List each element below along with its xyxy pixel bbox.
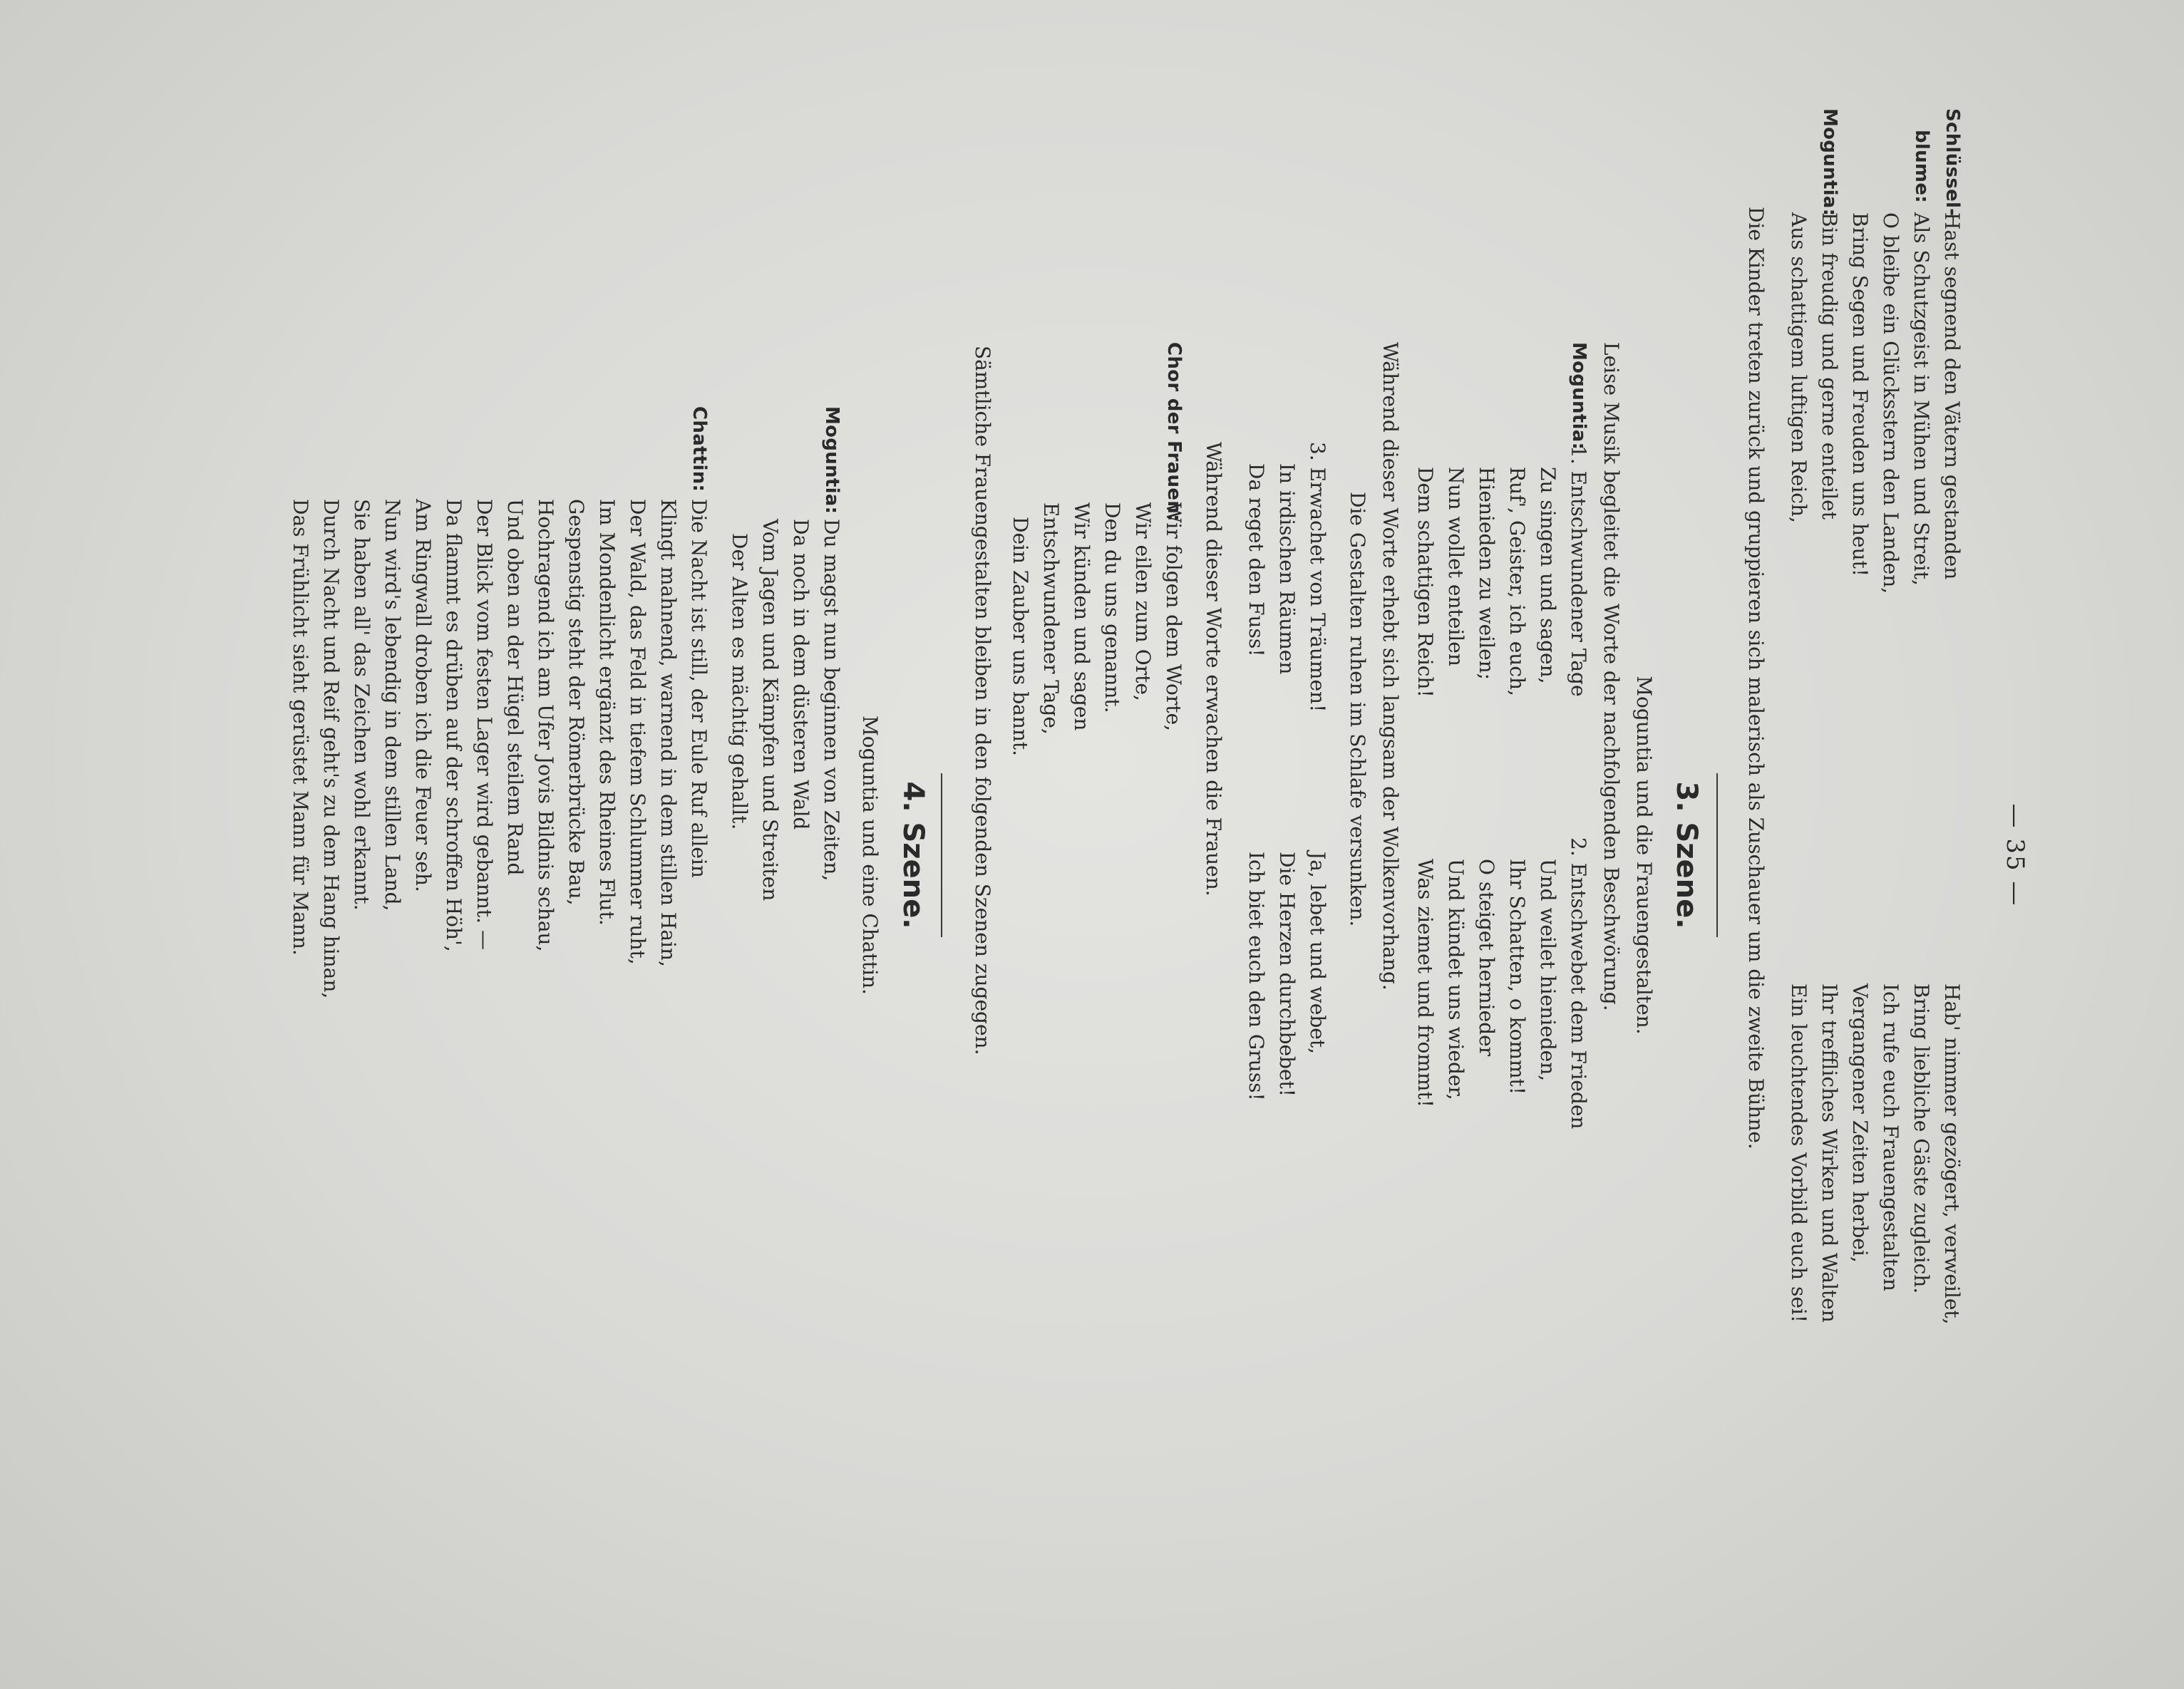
stage-direction: Während dieser Worte erhebt sich langsam der Wolkenvorhang.	[1379, 342, 1402, 991]
verse-line: In irdischen Räumen	[1275, 463, 1299, 675]
verse-line: Nun wollet enteilen	[1444, 467, 1468, 666]
verse-line: Das Frühlicht sieht gerüstet Mann für Mann.	[289, 499, 312, 956]
stage-direction: Die Gestalten ruhen im Schlafe versunken.	[1346, 492, 1369, 927]
invocation-column-2	[1410, 837, 1594, 1129]
verse-line: Hab' nimmer gezögert, verweilet,	[1940, 983, 1964, 1325]
verse-line: Klingt mahnend, warnend in dem stillen Hain,	[656, 499, 680, 967]
verse-line: Vergangener Zeiten herbei,	[1848, 983, 1872, 1263]
verse-line: 2. Entschwebet dem Frieden	[1567, 837, 1590, 1130]
verse-line: Da noch in dem düsteren Wald	[789, 519, 813, 830]
verse-line: Wir künden und sagen	[1070, 502, 1093, 731]
page-number: — 35 —	[2001, 803, 2029, 907]
verse-line: Am Ringwall droben ich die Feuer seh.	[411, 499, 435, 892]
verse-line: Die Nacht ist still, der Eule Ruf allein	[687, 499, 711, 878]
verse-line: Dem schattigen Reich!	[1413, 467, 1437, 698]
verse-line: Die Herzen durchbebet!	[1275, 852, 1299, 1097]
verse-line: Den du uns genannt.	[1101, 502, 1124, 713]
verse-line: Der Wald, das Feld in tiefem Schlummer ruht,	[626, 499, 649, 965]
verse-line: Du magst nun beginnen von Zeiten,	[820, 519, 843, 882]
verse-line: Bring Segen und Freuden uns heut!	[1848, 212, 1872, 577]
verse-line: Hast segnend den Vätern gestanden	[1940, 212, 1964, 580]
verse-line: Wir eilen zum Orte,	[1131, 502, 1155, 701]
verse-line: Bin freudig und gerne enteilet	[1818, 212, 1841, 520]
scene-4-subtitle: Moguntia und eine Chattin.	[858, 716, 882, 995]
speaker-label-moguntia: Moguntia:	[821, 406, 843, 515]
verse-line: Gespenstig steht der Römerbrücke Bau,	[565, 499, 588, 906]
scene-3-intro: Leise Musik begleitet die Worte der nachfolgenden Beschwörung.	[1600, 342, 1623, 1011]
verse-line: Und kündet uns wieder,	[1444, 859, 1468, 1100]
invocation-column-3	[1241, 442, 1333, 712]
speaker-name-line2: blume:	[1911, 130, 1932, 203]
verse-line: Ich biet euch den Gruss!	[1245, 852, 1268, 1101]
stage-direction: Die Kinder treten zurück und gruppieren sich malerisch als Zuschauer um die zweite Bühne.	[1744, 207, 1768, 1150]
verse-line: Der Blick vom festen Lager wird gebannt. —	[473, 499, 496, 950]
verse-line: Da reget den Fuss!	[1245, 463, 1268, 657]
rotated-book-page	[43, 107, 2039, 1603]
verse-line: Dein Zauber uns bannt.	[1009, 517, 1032, 757]
verse-line: Entschwundener Tage,	[1039, 502, 1063, 735]
verse-line: Ruf', Geister, ich euch,	[1505, 467, 1529, 696]
verse-line: Was ziemet und frommt!	[1413, 859, 1437, 1107]
scene-4-title: 4. Szene.	[897, 781, 929, 929]
verse-line: Hienieden zu weilen;	[1475, 467, 1498, 681]
verse-line: Nun wird's lebendig in dem stillen Land,	[381, 499, 404, 911]
verse-line: Sie haben all' das Zeichen wohl erkannt.	[350, 499, 374, 911]
section-divider	[941, 773, 942, 937]
verse-line: Da flammt es drüben auf der schroffen Höh',	[442, 499, 465, 952]
verse-line: O bleibe ein Glücksstern den Landen,	[1879, 212, 1902, 594]
verse-line: Im Mondenlicht ergänzt des Rheines Flut.	[595, 499, 619, 926]
scene-3-title: 3. Szene.	[1670, 781, 1703, 929]
speaker-label-chattin: Chattin:	[689, 406, 710, 492]
moguntia-verse	[724, 519, 847, 901]
speaker-name-line1: Schlüssel-	[1942, 108, 1963, 217]
verse-line: 3. Erwachet von Träumen!	[1306, 442, 1329, 713]
verse-line: Und weilet hienieden,	[1536, 859, 1560, 1082]
scene-3-subtitle: Moguntia und die Frauengestalten.	[1632, 676, 1656, 1035]
verse-line: Durch Nacht und Reif geht's zu dem Hang hinan,	[319, 499, 343, 999]
chattin-verse	[285, 499, 714, 998]
verse-line: Vom Jagen und Kämpfen und Streiten	[758, 519, 782, 902]
verse-line: Zu singen und sagen,	[1536, 467, 1560, 684]
stage-direction: Während dieser Worte erwachen die Frauen.	[1202, 442, 1225, 897]
chorus-verse	[1005, 502, 1189, 756]
speaker-label-schluesselblume	[1906, 108, 1967, 216]
section-divider	[1716, 773, 1718, 937]
stage-direction: Sämtliche Frauengestalten bleiben in den folgenden Szenen zugegen.	[971, 346, 994, 1055]
opening-right-verse	[1783, 983, 1967, 1325]
speaker-label-chor: Chor der Frauen:	[1163, 342, 1185, 522]
verse-line: Wir folgen dem Worte,	[1162, 502, 1185, 731]
verse-line: O steiget hernieder	[1475, 859, 1498, 1057]
verse-line: Ja, lebet und webet,	[1306, 852, 1329, 1054]
verse-line: Hochragend ich am Ufer Jovis Bildnis schau,	[534, 499, 557, 952]
verse-line: Und oben an der Hügel steilem Rand	[503, 499, 527, 876]
verse-line: Ich rufe euch Frauengestalten	[1879, 983, 1902, 1291]
speaker-label-moguntia: Moguntia:	[1568, 342, 1590, 450]
speaker-label-moguntia: Moguntia:	[1819, 108, 1840, 217]
verse-line: Bring liebliche Gäste zugleich.	[1910, 983, 1933, 1294]
verse-line: Als Schutzgeist in Mühen und Streit,	[1910, 212, 1933, 586]
verse-line: Ihr Schatten, o kommt!	[1505, 859, 1529, 1095]
verse-line: Ein leuchtendes Vorbild euch sei!	[1787, 983, 1810, 1323]
verse-line: Ihr treffliches Wirken und Walten	[1818, 983, 1841, 1323]
invocation-column-4	[1241, 852, 1333, 1101]
verse-line: Aus schattigem luftigen Reich,	[1787, 212, 1810, 523]
verse-line: Der Alten es mächtig gehallt.	[728, 533, 751, 830]
invocation-column-1	[1410, 445, 1594, 698]
verse-line: 1. Entschwundener Tage	[1567, 445, 1590, 697]
opening-left-verse	[1783, 212, 1967, 594]
